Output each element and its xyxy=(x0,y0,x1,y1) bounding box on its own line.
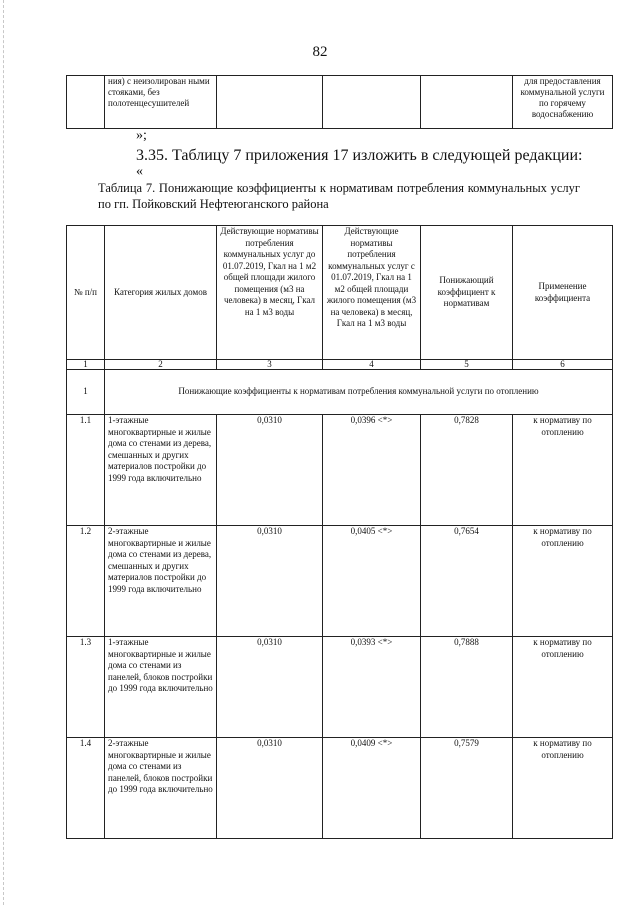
row-num: 1.1 xyxy=(67,415,105,526)
table-cell xyxy=(421,76,513,129)
row-application: к нормативу по отоплению xyxy=(513,637,613,738)
column-number: 1 xyxy=(67,360,105,370)
row-coefficient: 0,7654 xyxy=(421,526,513,637)
header-application: Применение коэффициента xyxy=(513,226,613,360)
row-category: 2-этажные многоквартирные и жилые дома со стенами из панелей, блоков постройки до 1999 года включительно xyxy=(105,738,217,839)
row-application: к нормативу по отоплению xyxy=(513,738,613,839)
row-application: к нормативу по отоплению xyxy=(513,526,613,637)
column-number: 5 xyxy=(421,360,513,370)
column-number: 3 xyxy=(217,360,323,370)
row-category: 1-этажные многоквартирные и жилые дома со стенами из дерева, смешанных и других материалов постройки до 1999 года включительно xyxy=(105,415,217,526)
table-cell-category: ния) с неизолирован ными стояками, без полотенцесушителей xyxy=(105,76,217,129)
closing-quote-mark: »; xyxy=(136,128,147,143)
row-coefficient: 0,7828 xyxy=(421,415,513,526)
table-cell xyxy=(67,76,105,129)
row-category: 2-этажные многоквартирные и жилые дома со стенами из дерева, смешанных и других материалов постройки до 1999 года включительно xyxy=(105,526,217,637)
group-title: Понижающие коэффициенты к нормативам потребления коммунальной услуги по отоплению xyxy=(105,370,613,415)
table-row xyxy=(67,738,613,839)
table-row xyxy=(67,415,613,526)
coefficients-table xyxy=(66,225,613,839)
row-norm-before: 0,0310 xyxy=(217,637,323,738)
table-row xyxy=(67,526,613,637)
opening-quote-mark: « xyxy=(136,164,143,179)
header-norm-before: Действующие нормативы потребления коммунальных услуг до 01.07.2019, Гкал на 1 м2 общей площади жилого помещения (м3 на человека) в месяц, Гкал на 1 м3 воды xyxy=(217,226,323,360)
row-coefficient: 0,7888 xyxy=(421,637,513,738)
table-row xyxy=(67,637,613,738)
row-coefficient: 0,7579 xyxy=(421,738,513,839)
row-num: 1.4 xyxy=(67,738,105,839)
column-number: 4 xyxy=(323,360,421,370)
page-number: 82 xyxy=(312,44,328,60)
amendment-paragraph: 3.35. Таблицу 7 приложения 17 изложить в следующей редакции: xyxy=(136,147,583,164)
table-cell xyxy=(217,76,323,129)
header-coefficient: Понижающий коэффициент к нормативам xyxy=(421,226,513,360)
row-norm-after: 0,0409 <*> xyxy=(323,738,421,839)
scan-edge-line xyxy=(3,0,5,905)
row-norm-after: 0,0396 <*> xyxy=(323,415,421,526)
table-caption: Таблица 7. Понижающие коэффициенты к нормативам потребления коммунальных услуг по гп. Пойковский Нефтеюганского района xyxy=(98,181,580,211)
row-norm-after: 0,0405 <*> xyxy=(323,526,421,637)
table-cell-application: для предоставления коммунальной услуги по горячему водоснабжению xyxy=(513,76,613,129)
header-num: № п/п xyxy=(67,226,105,360)
row-category: 1-этажные многоквартирные и жилые дома со стенами из панелей, блоков постройки до 1999 года включительно xyxy=(105,637,217,738)
table-row xyxy=(67,76,613,129)
group-num: 1 xyxy=(67,370,105,415)
table-cell xyxy=(323,76,421,129)
previous-table-fragment xyxy=(66,75,613,129)
table-header-row xyxy=(67,226,613,360)
row-norm-after: 0,0393 <*> xyxy=(323,637,421,738)
row-num: 1.2 xyxy=(67,526,105,637)
row-norm-before: 0,0310 xyxy=(217,526,323,637)
row-norm-before: 0,0310 xyxy=(217,738,323,839)
column-number: 6 xyxy=(513,360,613,370)
row-norm-before: 0,0310 xyxy=(217,415,323,526)
header-category: Категория жилых домов xyxy=(105,226,217,360)
row-application: к нормативу по отоплению xyxy=(513,415,613,526)
header-norm-after: Действующие нормативы потребления коммунальных услуг с 01.07.2019, Гкал на 1 м2 общей площади жилого помещения (м3 на человека) в месяц, Гкал на 1 м3 воды xyxy=(323,226,421,360)
column-number: 2 xyxy=(105,360,217,370)
row-num: 1.3 xyxy=(67,637,105,738)
column-number-row xyxy=(67,360,613,370)
group-row xyxy=(67,370,613,415)
